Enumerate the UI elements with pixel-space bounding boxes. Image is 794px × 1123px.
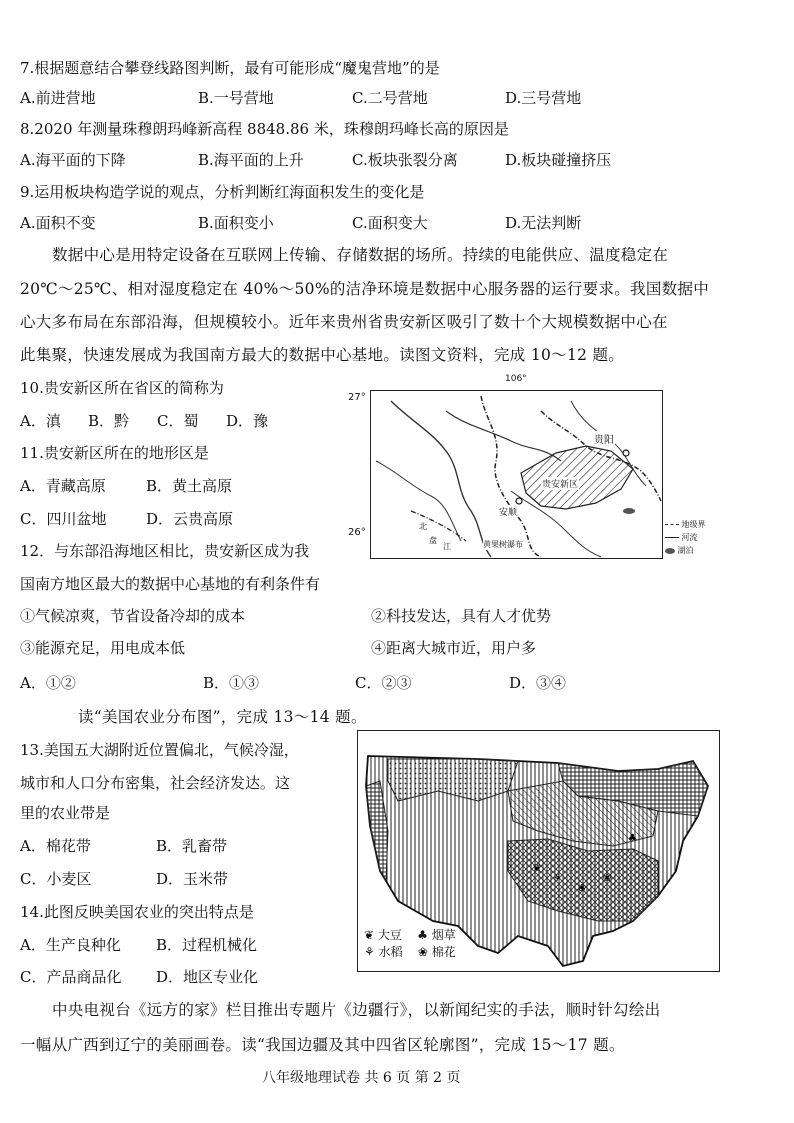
tobacco-icon: ♣ xyxy=(417,928,428,942)
question-11-option-d: D．云贵高原 xyxy=(146,510,234,528)
question-14-option-d: D．地区专业化 xyxy=(156,968,259,986)
legend-item-lake xyxy=(665,544,706,557)
question-10-option-c: C．蜀 xyxy=(157,412,199,430)
lake-shape xyxy=(623,508,635,514)
guiyang-city-marker xyxy=(623,450,629,456)
question-7-option-b: B.一号营地 xyxy=(198,89,274,107)
passage-data-center-line-3: 心大多布局在东部沿海，但规模较小。近年来贵州省贵安新区吸引了数十个大规模数据中心在 xyxy=(20,313,668,331)
river-line xyxy=(391,401,491,557)
guiyang-label: 贵阳 xyxy=(593,431,615,446)
boundary-symbol xyxy=(665,524,679,525)
question-9-option-b: B.面积变小 xyxy=(198,214,274,232)
soybean-symbol: ❦ xyxy=(533,863,542,874)
question-14-stem: 14.此图反映美国农业的突出特点是 xyxy=(20,903,254,921)
question-12-option-b: B．①③ xyxy=(203,674,260,692)
question-12-condition-2: ②科技发达，具有人才优势 xyxy=(371,607,552,625)
question-10-option-b: B．黔 xyxy=(88,412,130,430)
us-agriculture-map xyxy=(357,730,720,972)
question-7-option-a: A.前进营地 xyxy=(20,89,96,107)
legend-row-2 xyxy=(364,944,456,961)
question-8-option-b: B.海平面的上升 xyxy=(198,151,304,169)
passage-data-center-line-4: 此集聚，快速发展成为我国南方最大的数据中心基地。读图文资料，完成 10～12 题。 xyxy=(20,346,625,364)
question-12-stem-line-2: 国南方地区最大的数据中心基地的有利条件有 xyxy=(20,575,321,593)
river-label-bei: 北 xyxy=(419,522,427,531)
passage-border-line-1: 中央电视台《远方的家》栏目推出专题片《边疆行》，以新闻纪实的手法，顺时针勾绘出 xyxy=(52,1001,661,1019)
legend-row-1 xyxy=(364,927,456,944)
anshun-city-marker xyxy=(516,498,522,504)
question-9-option-d: D.无法判断 xyxy=(505,214,582,232)
legend-item-boundary xyxy=(665,518,706,531)
question-14-option-a: A．生产良种化 xyxy=(20,936,121,954)
rice-symbol: ⚘ xyxy=(553,873,562,884)
legend-label: 河流 xyxy=(681,533,698,542)
question-12-condition-3: ③能源充足，用电成本低 xyxy=(20,639,186,657)
river-label-pan: 盘 xyxy=(429,536,437,545)
question-8-stem: 8.2020 年测量珠穆朗玛峰新高程 8848.86 米，珠穆朗玛峰长高的原因是 xyxy=(20,120,509,138)
question-11-stem: 11.贵安新区所在的地形区是 xyxy=(20,444,209,462)
question-11-option-b: B．黄土高原 xyxy=(146,477,233,495)
question-13-option-b: B．乳畜带 xyxy=(156,837,228,855)
passage-data-center-line-2: 20℃～25℃、相对湿度稳定在 40%～50%的洁净环境是数据中心服务器的运行要求。我国数据中 xyxy=(20,280,710,298)
page-footer: 八年级地理试卷 共 6 页 第 2 页 xyxy=(262,1070,461,1086)
question-9-option-a: A.面积不变 xyxy=(20,214,96,232)
passage-border-line-2: 一幅从广西到辽宁的美丽画卷。读“我国边疆及其中四省区轮廓图”，完成 15～17 题。 xyxy=(20,1036,625,1054)
cotton-symbol: ❀ xyxy=(578,883,587,894)
anshun-label: 安顺 xyxy=(499,505,517,518)
question-11-option-c: C．四川盆地 xyxy=(20,510,107,528)
question-9-stem: 9.运用板块构造学说的观点，分析判断红海面积发生的变化是 xyxy=(20,183,425,201)
map1-lat-bottom-label: 26° xyxy=(348,527,366,538)
question-12-option-a: A．①② xyxy=(20,674,76,692)
cotton-symbol: ❀ xyxy=(603,873,612,884)
question-13-stem-line-2: 城市和人口分布密集，社会经济发达。这 xyxy=(20,774,291,792)
legend-item-river xyxy=(665,531,706,544)
question-13-stem-line-1: 13.美国五大湖附近位置偏北，气候冷湿， xyxy=(20,741,299,759)
legend-label: 湖泊 xyxy=(677,546,694,555)
question-11-option-a: A．青藏高原 xyxy=(20,477,106,495)
question-14-option-b: B．过程机械化 xyxy=(156,936,258,954)
question-8-option-c: C.板块张裂分离 xyxy=(352,151,458,169)
question-10-option-a: A．滇 xyxy=(20,412,61,430)
question-13-option-a: A．棉花带 xyxy=(20,837,91,855)
soybean-icon: ❦ xyxy=(364,928,375,942)
question-12-condition-4: ④距离大城市近，用户多 xyxy=(371,639,537,657)
map1-longitude-label: 106° xyxy=(505,374,527,384)
question-8-option-d: D.板块碰撞挤压 xyxy=(505,151,612,169)
guian-new-area-map xyxy=(370,390,663,559)
question-7-option-d: D.三号营地 xyxy=(505,89,582,107)
passage-data-center-line-1: 数据中心是用特定设备在互联网上传输、存储数据的场所。持续的电能供应、温度稳定在 xyxy=(52,246,669,264)
question-13-option-d: D．玉米带 xyxy=(156,870,229,888)
guian-map-svg xyxy=(371,391,662,558)
question-13-stem-line-3: 里的农业带是 xyxy=(20,804,111,822)
river-line xyxy=(446,411,561,461)
legend-label: 烟草 xyxy=(431,928,456,942)
question-10-option-d: D．豫 xyxy=(226,412,269,430)
question-9-option-c: C.面积变大 xyxy=(352,214,428,232)
question-8-option-a: A.海平面的下降 xyxy=(20,151,126,169)
legend-label: 水稻 xyxy=(378,945,403,959)
lake-symbol xyxy=(665,548,675,554)
question-13-option-c: C．小麦区 xyxy=(20,870,92,888)
guian-new-area-label: 贵安新区 xyxy=(541,477,579,490)
tobacco-symbol: ♣ xyxy=(628,833,637,844)
legend-label: 地级界 xyxy=(681,520,706,529)
rice-icon: ⚘ xyxy=(364,945,375,959)
map1-legend xyxy=(665,518,706,557)
question-12-option-c: C．②③ xyxy=(355,674,412,692)
legend-label: 大豆 xyxy=(377,928,402,942)
river-label-jiang: 江 xyxy=(443,542,451,551)
map1-lat-top-label: 27° xyxy=(348,392,366,403)
question-12-option-d: D．③④ xyxy=(509,674,567,692)
question-7-stem: 7.根据题意结合攀登线路图判断，最有可能形成“魔鬼营地”的是 xyxy=(20,59,440,77)
question-7-option-c: C.二号营地 xyxy=(352,89,428,107)
question-12-condition-1: ①气候凉爽，节省设备冷却的成本 xyxy=(20,607,246,625)
question-14-option-c: C．产品商品化 xyxy=(20,968,122,986)
us-map-legend xyxy=(364,927,456,961)
question-12-stem-line-1: 12．与东部沿海地区相比，贵安新区成为我 xyxy=(20,542,310,560)
legend-label: 棉花 xyxy=(431,945,456,959)
passage-us-agriculture: 读“美国农业分布图”，完成 13～14 题。 xyxy=(78,708,367,726)
huangguoshu-falls-label: 黄果树瀑布 xyxy=(483,540,523,549)
river-symbol xyxy=(665,537,679,538)
question-10-stem: 10.贵安新区所在省区的简称为 xyxy=(20,379,224,397)
cotton-icon: ❀ xyxy=(417,945,428,959)
